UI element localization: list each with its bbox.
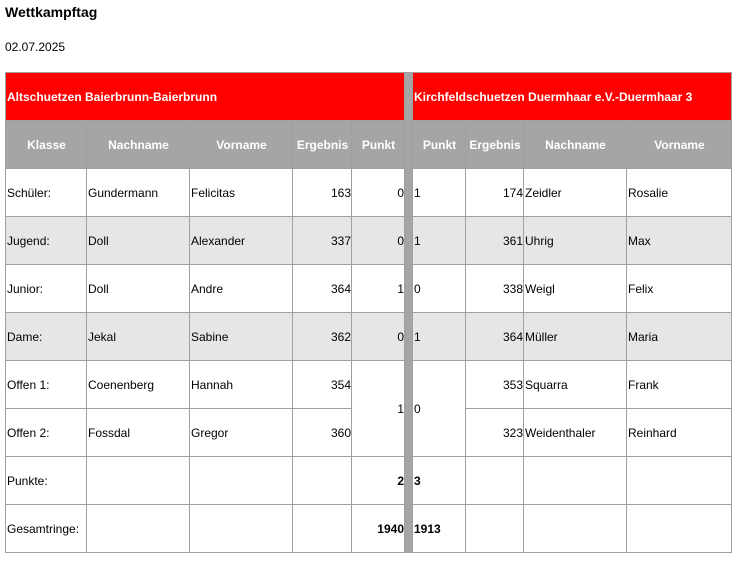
table-row xyxy=(6,361,732,409)
row-ergebnis-right: 174 xyxy=(466,169,524,217)
empty-cell xyxy=(190,505,293,553)
team-header-row xyxy=(6,73,732,121)
row-ergebnis-right: 361 xyxy=(466,217,524,265)
row-vorname-right: Reinhard xyxy=(627,409,732,457)
row-punkt-right: 1 xyxy=(413,169,466,217)
row-klasse: Offen 2: xyxy=(6,409,87,457)
row-ergebnis-left: 337 xyxy=(293,217,352,265)
row-nachname-right: Zeidler xyxy=(524,169,627,217)
column-separator xyxy=(405,121,413,169)
row-klasse: Schüler: xyxy=(6,169,87,217)
row-nachname-left: Gundermann xyxy=(87,169,190,217)
empty-cell xyxy=(293,505,352,553)
row-nachname-left: Doll xyxy=(87,265,190,313)
empty-cell xyxy=(524,457,627,505)
row-ergebnis-left: 360 xyxy=(293,409,352,457)
row-ergebnis-right: 323 xyxy=(466,409,524,457)
row-punkt-left: 1 xyxy=(352,265,405,313)
ringe-total-left: 1940 xyxy=(352,505,405,553)
row-punkt-right: 1 xyxy=(413,217,466,265)
table-row xyxy=(6,313,732,361)
row-punkt-left: 0 xyxy=(352,217,405,265)
row-ergebnis-right: 364 xyxy=(466,313,524,361)
column-separator xyxy=(405,457,413,505)
header-punkt-left: Punkt xyxy=(352,121,405,169)
row-nachname-right: Squarra xyxy=(524,361,627,409)
row-vorname-left: Felicitas xyxy=(190,169,293,217)
row-klasse: Offen 1: xyxy=(6,361,87,409)
row-vorname-left: Sabine xyxy=(190,313,293,361)
row-punkt-left: 0 xyxy=(352,169,405,217)
row-klasse: Junior: xyxy=(6,265,87,313)
column-separator xyxy=(405,217,413,265)
results-table xyxy=(5,72,732,553)
row-vorname-right: Frank xyxy=(627,361,732,409)
row-vorname-left: Hannah xyxy=(190,361,293,409)
column-separator xyxy=(405,265,413,313)
row-vorname-right: Max xyxy=(627,217,732,265)
row-nachname-left: Jekal xyxy=(87,313,190,361)
table-row xyxy=(6,217,732,265)
row-punkt-right: 0 xyxy=(413,265,466,313)
row-klasse: Jugend: xyxy=(6,217,87,265)
row-nachname-right: Weidenthaler xyxy=(524,409,627,457)
table-row xyxy=(6,169,732,217)
row-vorname-left: Alexander xyxy=(190,217,293,265)
ringe-label: Gesamtringe: xyxy=(6,505,87,553)
header-ergebnis-right: Ergebnis xyxy=(466,121,524,169)
row-vorname-right: Rosalie xyxy=(627,169,732,217)
totals-row-ringe xyxy=(6,505,732,553)
column-separator xyxy=(405,169,413,217)
team-left-name: Altschuetzen Baierbrunn-Baierbrunn xyxy=(6,73,405,121)
row-vorname-left: Gregor xyxy=(190,409,293,457)
row-ergebnis-right: 353 xyxy=(466,361,524,409)
punkte-total-right: 3 xyxy=(413,457,466,505)
row-nachname-right: Uhrig xyxy=(524,217,627,265)
page-title: Wettkampftag xyxy=(5,4,98,20)
row-ergebnis-left: 163 xyxy=(293,169,352,217)
header-ergebnis-left: Ergebnis xyxy=(293,121,352,169)
header-klasse: Klasse xyxy=(6,121,87,169)
row-punkt-left: 0 xyxy=(352,313,405,361)
ringe-total-right: 1913 xyxy=(413,505,466,553)
offen-punkt-right: 0 xyxy=(413,361,466,457)
empty-cell xyxy=(87,505,190,553)
header-nachname-left: Nachname xyxy=(87,121,190,169)
row-ergebnis-left: 364 xyxy=(293,265,352,313)
empty-cell xyxy=(190,457,293,505)
column-header-row xyxy=(6,121,732,169)
empty-cell xyxy=(627,505,732,553)
row-vorname-right: Maria xyxy=(627,313,732,361)
punkte-total-left: 2 xyxy=(352,457,405,505)
row-nachname-right: Müller xyxy=(524,313,627,361)
row-nachname-left: Coenenberg xyxy=(87,361,190,409)
row-punkt-right: 1 xyxy=(413,313,466,361)
empty-cell xyxy=(293,457,352,505)
empty-cell xyxy=(466,505,524,553)
row-vorname-left: Andre xyxy=(190,265,293,313)
row-nachname-right: Weigl xyxy=(524,265,627,313)
empty-cell xyxy=(524,505,627,553)
totals-row-punkte xyxy=(6,457,732,505)
empty-cell xyxy=(627,457,732,505)
row-ergebnis-left: 362 xyxy=(293,313,352,361)
row-ergebnis-left: 354 xyxy=(293,361,352,409)
team-right-name: Kirchfeldschuetzen Duermhaar e.V.-Duermhaar 3 xyxy=(413,73,732,121)
competition-date: 02.07.2025 xyxy=(5,40,66,54)
empty-cell xyxy=(466,457,524,505)
header-vorname-left: Vorname xyxy=(190,121,293,169)
header-punkt-right: Punkt xyxy=(413,121,466,169)
row-nachname-left: Doll xyxy=(87,217,190,265)
row-ergebnis-right: 338 xyxy=(466,265,524,313)
row-klasse: Dame: xyxy=(6,313,87,361)
empty-cell xyxy=(87,457,190,505)
column-separator xyxy=(405,505,413,553)
row-nachname-left: Fossdal xyxy=(87,409,190,457)
header-nachname-right: Nachname xyxy=(524,121,627,169)
punkte-label: Punkte: xyxy=(6,457,87,505)
table-row xyxy=(6,265,732,313)
column-separator xyxy=(405,73,413,121)
column-separator xyxy=(405,313,413,361)
header-vorname-right: Vorname xyxy=(627,121,732,169)
row-vorname-right: Felix xyxy=(627,265,732,313)
column-separator xyxy=(405,361,413,457)
offen-punkt-left: 1 xyxy=(352,361,405,457)
